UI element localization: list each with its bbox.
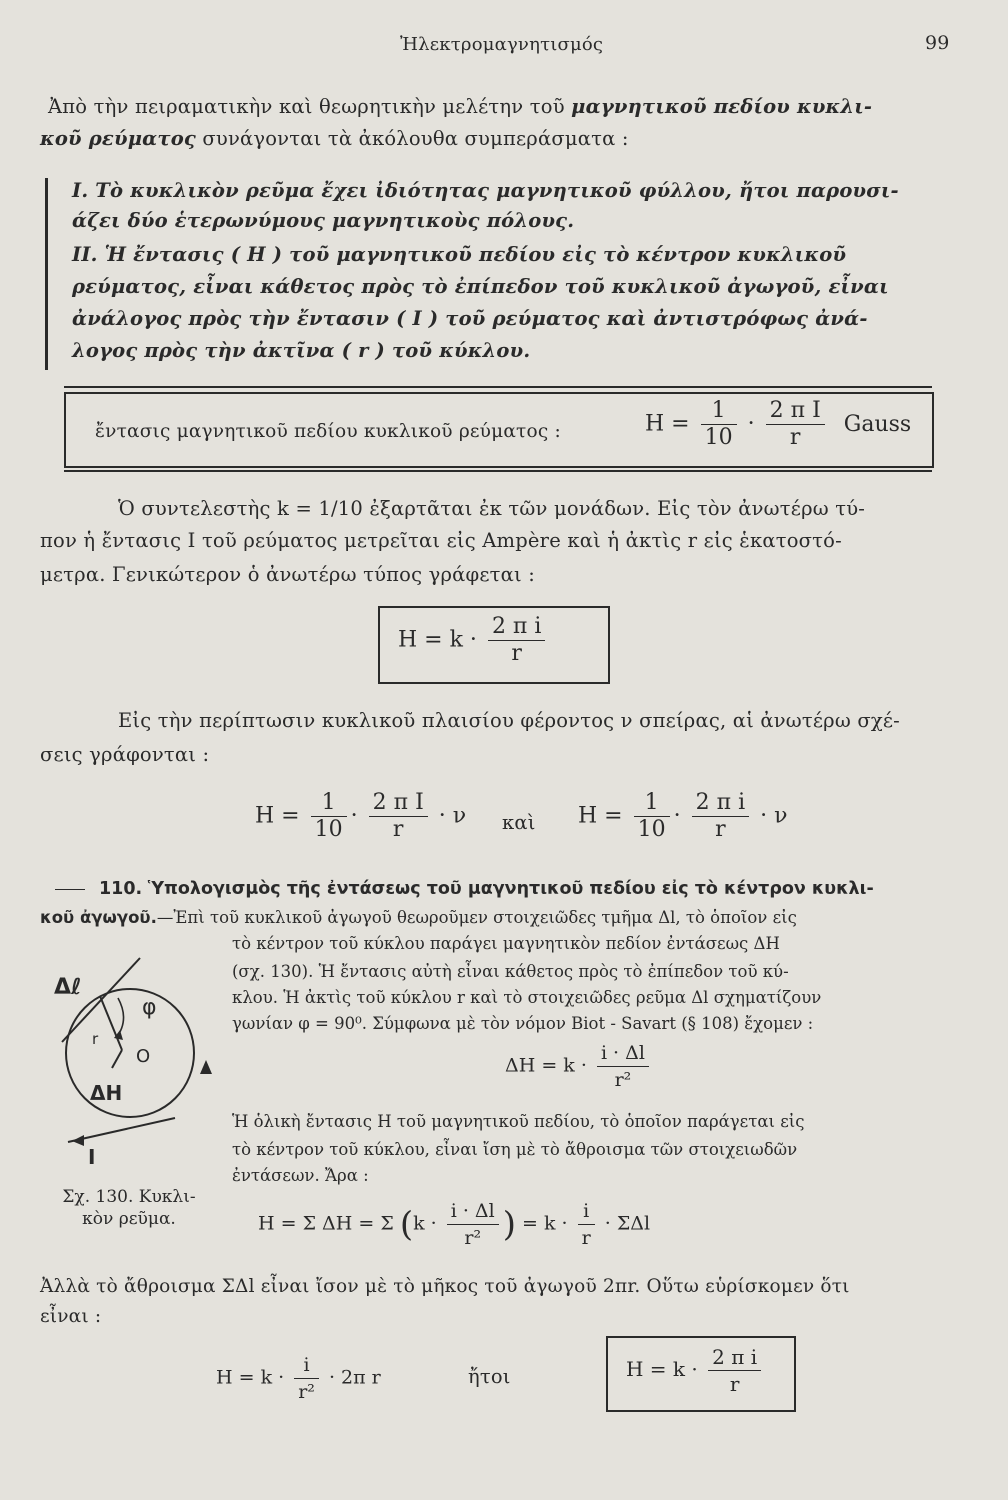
- para-k-line: Ὁ συντελεστὴς k = 1/10 ἐξαρτᾶται ἐκ τῶν μονάδων. Εἰς τὸν ἀνωτέρω τύ-: [118, 497, 866, 520]
- label-r: r: [92, 1030, 99, 1048]
- conductor-circle: [66, 989, 194, 1117]
- conclusion-line: ἀνάλογος πρὸς τὴν ἔντασιν ( I ) τοῦ ρεύματος καὶ ἀντιστρόφως ἀνά-: [72, 307, 868, 330]
- figure-caption: Σχ. 130. Κυκλι- κὸν ρεῦμα.: [62, 1187, 196, 1229]
- intro-line-1: Ἀπὸ τὴν πειραματικὴν καὶ θεωρητικὴν μελέτην τοῦ μαγνητικοῦ πεδίου κυκλι-: [48, 95, 873, 118]
- conclusion-line: ρεύματος, εἶναι κάθετος πρὸς τὸ ἐπίπεδον τοῦ κυκλικοῦ ἀγωγοῦ, εἶναι: [72, 275, 889, 298]
- conclusion-line: I. Τὸ κυκλικὸν ρεῦμα ἔχει ἰδιότητας μαγνητικοῦ φύλλου, ἤτοι παρουσι-: [72, 179, 899, 202]
- final-formula: Η = k · $\frac{i}{\text{r²}}$ · 2π r: [216, 1354, 381, 1403]
- circular-current-figure: [40, 950, 230, 1165]
- section-body2-line: Ἡ ὁλικὴ ἔντασις Η τοῦ μαγνητικοῦ πεδίου, τὸ ὁποῖον παράγεται εἰς: [232, 1112, 805, 1131]
- label-delta-h: ΔΗ: [90, 1081, 123, 1105]
- circle-direction-arrow-icon: [200, 1060, 212, 1074]
- coil-formula-right: Η = $\frac{1}{10}$ · $\frac{\text{2 π i}}{r}$ · ν: [578, 790, 788, 842]
- para-coil-line: σεις γράφονται :: [40, 743, 210, 766]
- radius-line: [100, 996, 122, 1050]
- sum-formula: Η = Σ ΔΗ = Σ (k · $\frac{i \cdot \Delta l}{\text{r²}}$ ) = k · $\frac{i}{r}$ · ΣΔl: [258, 1200, 651, 1249]
- label-o: O: [136, 1046, 151, 1067]
- conclusion-line: II. Ἡ ἔντασις ( Η ) τοῦ μαγνητικοῦ πεδίου εἰς τὸ κέντρον κυκλικοῦ: [72, 243, 847, 266]
- section-body-line: γωνίαν φ = 90⁰. Σύμφωνα μὲ τὸν νόμον Biot - Savart (§ 108) ἔχομεν :: [232, 1014, 814, 1033]
- running-title: Ἠλεκτρομαγνητισμός: [400, 34, 604, 55]
- coil-and: καὶ: [502, 811, 536, 834]
- current-arrow-icon: [72, 1135, 84, 1146]
- section-body2-line: ἐντάσεων. Ἄρα :: [232, 1166, 369, 1185]
- tangent-line-bottom: [68, 1118, 175, 1142]
- field-formula: Η = $\frac{1}{10}$ · $\frac{\text{2 π I}}{r}$ Gauss: [645, 398, 912, 450]
- section-line-2: κοῦ ἀγωγοῦ.—Ἐπὶ τοῦ κυκλικοῦ ἀγωγοῦ θεωροῦμεν στοιχειῶδες τμῆμα Δl, τὸ ὁποῖον εἰς: [40, 908, 797, 927]
- label-delta-l: Δℓ: [54, 975, 82, 1000]
- section-body-line: κλου. Ἡ ἀκτὶς τοῦ κύκλου r καὶ τὸ στοιχειῶδες ρεῦμα Δl σχηματίζουν: [232, 988, 822, 1007]
- dh-vector: [112, 1050, 122, 1068]
- page-number: 99: [925, 32, 950, 54]
- para-k-line: πον ἡ ἔντασις I τοῦ ρεύματος μετρεῖται εἰς Ampère καὶ ἡ ἀκτὶς r εἰς ἑκατοστό-: [40, 529, 842, 552]
- conclusion-line: λογος πρὸς τὴν ἀκτῖνα ( r ) τοῦ κύκλου.: [72, 339, 531, 362]
- section-body2-line: τὸ κέντρον τοῦ κύκλου, εἶναι ἴση μὲ τὸ ἄθροισμα τῶν στοιχειωδῶν: [232, 1140, 798, 1159]
- biot-savart-formula: ΔΗ = k · $\frac{i \cdot \Delta l}{\text{r²}}$: [505, 1040, 653, 1093]
- section-heading: 110. Ὑπολογισμὸς τῆς ἐντάσεως τοῦ μαγνητικοῦ πεδίου εἰς τὸ κέντρον κυκλι-: [55, 876, 874, 903]
- para-k-line: μετρα. Γενικώτερον ὁ ἀνωτέρω τύπος γράφεται :: [40, 563, 536, 586]
- formula-box-rule-top: [64, 386, 932, 388]
- paren-open: (: [399, 1204, 414, 1245]
- coil-formula-left: Η = $\frac{1}{10}$ · $\frac{\text{2 π I}}{r}$ · ν: [255, 790, 467, 842]
- final-para-line: εἶναι :: [40, 1306, 102, 1327]
- section-body-line: τὸ κέντρον τοῦ κύκλου παράγει μαγνητικὸν πεδίον ἐντάσεως ΔΗ: [232, 934, 780, 953]
- intro-line-2: κοῦ ρεύματος συνάγονται τὰ ἀκόλουθα συμπεράσματα :: [40, 127, 629, 150]
- label-phi: φ: [142, 995, 157, 1020]
- conclusions-rule: [45, 178, 48, 370]
- conclusion-line: άζει δύο ἑτερωνύμους μαγνητικοὺς πόλους.: [72, 209, 575, 232]
- formula-box-label: ἔντασις μαγνητικοῦ πεδίου κυκλικοῦ ρεύματος :: [95, 421, 561, 442]
- section-dash: [55, 889, 85, 890]
- para-coil-line: Εἰς τὴν περίπτωσιν κυκλικοῦ πλαισίου φέροντος ν σπείρας, αἱ ἀνωτέρω σχέ-: [118, 709, 900, 732]
- htoi-word: ἤτοι: [468, 1365, 511, 1388]
- final-result-formula: Η = k · $\frac{\text{2 π i}}{r}$: [626, 1344, 765, 1397]
- final-para-line: Ἀλλὰ τὸ ἄθροισμα ΣΔl εἶναι ἴσον μὲ τὸ μῆκος τοῦ ἀγωγοῦ 2πr. Οὕτω εὑρίσκομεν ὅτι: [40, 1276, 850, 1297]
- section-body-line: (σχ. 130). Ἡ ἔντασις αὐτὴ εἶναι κάθετος πρὸς τὸ ἐπίπεδον τοῦ κύ-: [232, 962, 789, 981]
- formula-box-rule-bottom: [64, 470, 932, 472]
- label-i: I: [88, 1145, 96, 1165]
- general-formula: Η = k · $\frac{\text{2 π i}}{r}$: [398, 614, 549, 667]
- paren-close: ): [502, 1204, 516, 1245]
